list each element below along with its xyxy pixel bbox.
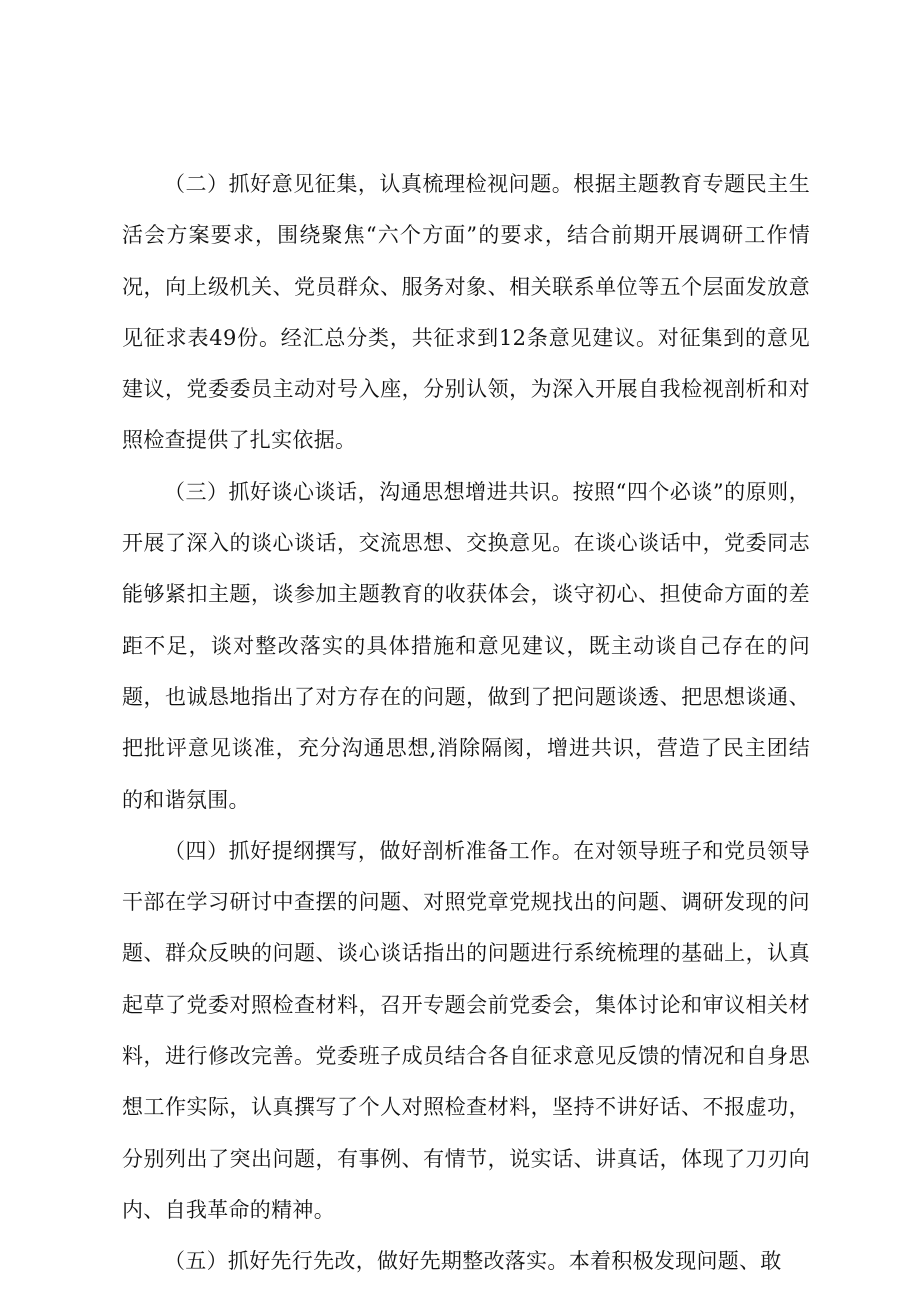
document-body	[122, 159, 810, 1288]
paragraph-early-rectification: （五）抓好先行先改，做好先期整改落实。本着积极发现问题、敢	[164, 1249, 782, 1274]
paragraph-heart-to-heart-talks: （三）抓好谈心谈话，沟通思想增进共识。按照“四个必谈”的原则，开展了深入的谈心谈话，交流思想、交换意见。在谈心谈话中，党委同志能够紧扣主题，谈参加主题教育的收获体会，谈守初心、担使命方面的差距不足，谈对整改落实的具体措施和意见建议，既主动谈自己存在的问题，也诚恳地指出了对方存在的问题，做到了把问题谈透、把思想谈通、把批评意见谈准，充分沟通思想,消除隔阂，增进共识，营造了民主团结的和谐氛围。	[122, 479, 810, 812]
paragraph-outline-writing: （四）抓好提纲撰写，做好剖析准备工作。在对领导班子和党员领导干部在学习研讨中查摆的问题、对照党章党规找出的问题、调研发现的问题、群众反映的问题、谈心谈话指出的问题进行系统梳理的基础上，认真起草了党委对照检查材料，召开专题会前党委会，集体讨论和审议相关材料，进行修改完善。党委班子成员结合各自征求意见反馈的情况和自身思想工作实际，认真撰写了个人对照检查材料，坚持不讲好话、不报虚功，分别列出了突出问题，有事例、有情节，说实话、讲真话，体现了刀刃向内、自我革命的精神。	[122, 838, 810, 1222]
paragraph-opinion-collection: （二）抓好意见征集，认真梳理检视问题。根据主题教育专题民主生活会方案要求，围绕聚焦“六个方面”的要求，结合前期开展调研工作情况，向上级机关、党员群众、服务对象、相关联系单位等五个层面发放意见征求表49份。经汇总分类，共征求到12条意见建议。对征集到的意见建议，党委委员主动对号入座，分别认领，为深入开展自我检视剖析和对照检查提供了扎实依据。	[122, 172, 810, 453]
